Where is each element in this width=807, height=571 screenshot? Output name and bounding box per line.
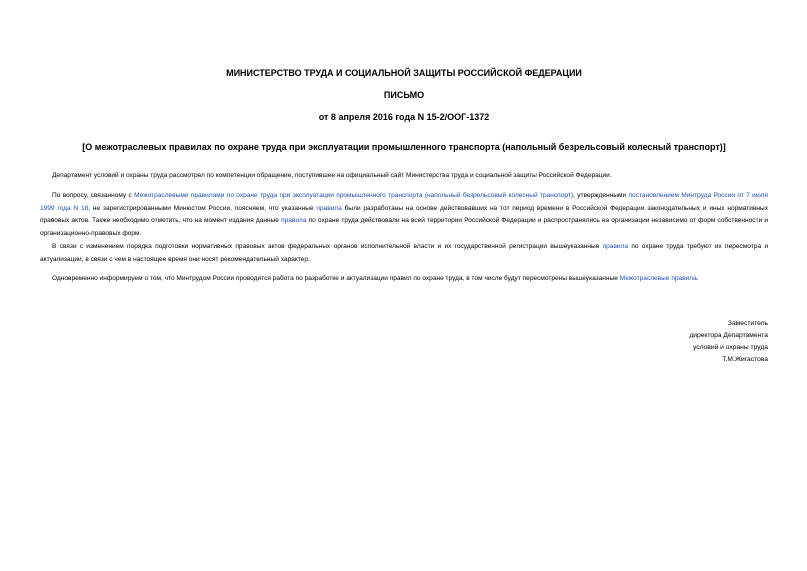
text-segment: По вопросу, связанному с bbox=[52, 192, 135, 199]
signature-block bbox=[689, 318, 768, 366]
link-rules[interactable]: правила bbox=[281, 217, 307, 224]
document-subject: [О межотраслевых правилах по охране труда при эксплуатации промышленного транспорта (напольный безрельсовый колесный транспорт)] bbox=[82, 142, 726, 152]
text-segment: , не зарегистрированными Минюстом России, поясняем, что указанные bbox=[88, 204, 317, 212]
text-segment: Одновременно информируем о том, что Минтрудом России проводится работа по разработке и актуализации правил по охране труда, в том числе будут пересмотрены вышеуказанные bbox=[52, 275, 620, 282]
document-type: ПИСЬМО bbox=[383, 90, 425, 100]
link-interindustry-rules[interactable]: Межотраслевыми правилами по охране труда при эксплуатации промышленного транспорта (напольный безрельсовый колесный транспорт) bbox=[134, 192, 574, 199]
link-rules[interactable]: правила bbox=[316, 204, 342, 212]
text-segment: были разработаны на основе действовавших на тот период времени в Российской Федерации законодательных и иных нормативных правовых актов. Также необходимо отметить, что на момент издания данные bbox=[40, 204, 769, 224]
signature-position: Заместитель bbox=[727, 320, 768, 327]
paragraph-intro bbox=[40, 170, 768, 183]
link-interindustry-rules-short[interactable]: Межотраслевые правила bbox=[619, 275, 697, 282]
paragraph-rules-explanation bbox=[40, 190, 768, 240]
text-segment: , утвержденными bbox=[573, 192, 629, 199]
document-date-number: от 8 апреля 2016 года N 15-2/ООГ-1372 bbox=[318, 112, 490, 122]
paragraph-intro-text: Департамент условий и охраны труда рассмотрел по компетенции обращение, поступившее на официальный сайт Министерства труда и социальной защиты Российской Федерации. bbox=[52, 172, 612, 179]
signature-department-name: условий и охраны труда bbox=[692, 344, 768, 351]
text-segment: по охране труда требуют их пересмотра и актуализации, в связи с чем в настоящее время они носят рекомендательный характер. bbox=[40, 243, 769, 263]
document-page bbox=[40, 0, 768, 571]
paragraph-ongoing-work bbox=[40, 273, 768, 286]
signature-department: директора Департамента bbox=[689, 332, 768, 339]
text-segment: по охране труда действовали на всей территории Российской Федерации и распространялись на организации независимо от форм собственности и организационно-правовых форм. bbox=[40, 217, 768, 237]
text-segment: В связи с изменением порядка подготовки нормативных правовых актов федеральных органов исполнительной власти и их государственной регистрации вышеуказанные bbox=[52, 243, 603, 250]
ministry-title: МИНИСТЕРСТВО ТРУДА И СОЦИАЛЬНОЙ ЗАЩИТЫ РОССИЙСКОЙ ФЕДЕРАЦИИ bbox=[226, 68, 582, 78]
paragraph-revision-needed bbox=[40, 241, 768, 266]
link-mintrud-resolution[interactable]: постановлением Минтруда России от 7 июля 1999 года N 18 bbox=[40, 192, 768, 212]
text-segment: . bbox=[696, 275, 699, 282]
link-rules[interactable]: правила bbox=[602, 243, 629, 250]
signature-name: Т.М.Жигастова bbox=[722, 356, 768, 363]
